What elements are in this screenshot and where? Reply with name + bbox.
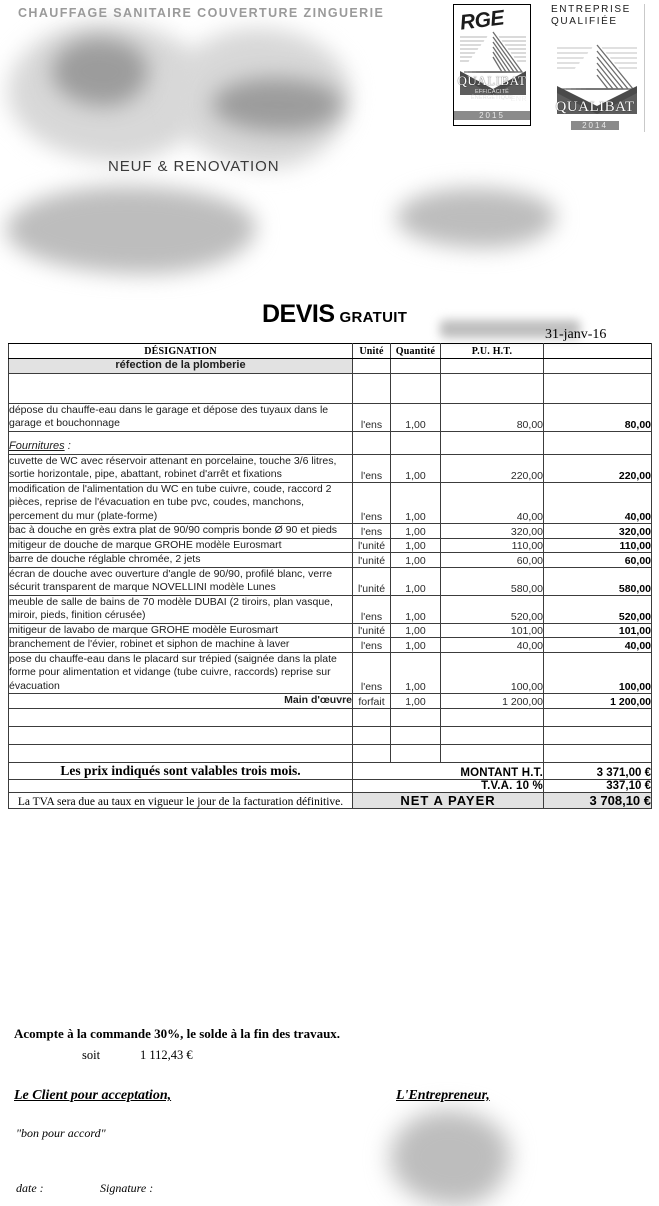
empty-cell <box>391 726 441 744</box>
row-quantity: 1,00 <box>391 538 441 553</box>
totals-row-tva <box>9 779 652 792</box>
labour-label: Main d'œuvre <box>9 694 353 709</box>
empty-cell <box>544 708 652 726</box>
row-unit: l'unité <box>353 538 391 553</box>
empty-cell <box>353 744 391 762</box>
table-row-spacer <box>9 744 652 762</box>
column-header-designation: DÉSIGNATION <box>9 344 353 359</box>
empty-cell <box>353 359 391 374</box>
company-tagline: CHAUFFAGE SANITAIRE COUVERTURE ZINGUERIE <box>18 6 385 20</box>
table-row-spacer <box>9 373 652 403</box>
totals-row-montant-ht <box>9 762 652 779</box>
bon-pour-accord-note: "bon pour accord" <box>16 1126 106 1140</box>
date-field-label: date : <box>16 1181 44 1195</box>
table-row <box>9 524 652 539</box>
row-unit: l'unité <box>353 553 391 568</box>
document-title <box>262 300 407 329</box>
table-row-spacer <box>9 708 652 726</box>
deposit-soit-label: soit <box>82 1048 101 1062</box>
row-quantity: 1,00 <box>391 524 441 539</box>
client-signature-heading: Le Client pour acceptation, <box>14 1088 172 1103</box>
contractor-signature-heading: L'Entrepreneur, <box>396 1088 490 1103</box>
signature-field-label: Signature : <box>100 1181 154 1195</box>
empty-cell <box>441 708 544 726</box>
row-unit: l'ens <box>353 652 391 694</box>
entreprise-qualifiee-badge-icon <box>549 4 645 132</box>
devis-title-sub: GRATUIT <box>339 309 408 326</box>
empty-cell <box>391 359 441 374</box>
tva-label: T.V.A. 10 % <box>353 779 544 792</box>
column-header-pu-ht: P.U. H.T. <box>441 344 544 359</box>
fournitures-colon: : <box>64 440 71 452</box>
document-header <box>0 0 659 300</box>
tva-note: La TVA sera due au taux en vigueur le jour de la facturation définitive. <box>9 792 353 808</box>
row-total: 520,00 <box>544 595 652 623</box>
row-unit-price: 520,00 <box>441 595 544 623</box>
enr-tag-label: ENR <box>510 96 527 103</box>
row-description: meuble de salle de bains de 70 modèle DUBAI (2 tiroirs, plan vasque, miroir, pieds, finition cérusée) <box>9 595 353 623</box>
row-unit-price: 40,00 <box>441 482 544 524</box>
row-description: barre de douche réglable chromée, 2 jets <box>9 553 353 568</box>
table-row <box>9 623 652 638</box>
row-total: 40,00 <box>544 638 652 653</box>
empty-cell <box>353 373 391 403</box>
empty-cell <box>353 708 391 726</box>
row-quantity: 1,00 <box>391 403 441 431</box>
row-total: 40,00 <box>544 482 652 524</box>
row-description: branchement de l'évier, robinet et siphon de machine à laver <box>9 638 353 653</box>
tva-value: 337,10 € <box>544 779 652 792</box>
net-a-payer-label: NET A PAYER <box>353 792 544 808</box>
row-unit-price: 100,00 <box>441 652 544 694</box>
table-row <box>9 538 652 553</box>
row-total: 80,00 <box>544 403 652 431</box>
certification-badges <box>453 4 645 132</box>
section-title-cell: réfection de la plomberie <box>9 359 353 374</box>
empty-cell <box>441 359 544 374</box>
row-unit: l'ens <box>353 524 391 539</box>
row-quantity: 1,00 <box>391 652 441 694</box>
table-row <box>9 403 652 431</box>
document-date: 31-janv-16 <box>545 327 607 342</box>
row-unit-price: 110,00 <box>441 538 544 553</box>
segment-label: NEUF & RENOVATION <box>108 158 280 175</box>
row-total: 220,00 <box>544 454 652 482</box>
row-quantity: 1,00 <box>391 454 441 482</box>
qualifiee-line1-label: ENTREPRISE <box>551 4 631 15</box>
rge-year-label: 2015 <box>454 111 530 120</box>
row-description: dépose du chauffe-eau dans le garage et dépose des tuyaux dans le garage et bouchonnage <box>9 403 353 431</box>
montant-ht-label: MONTANT H.T. <box>353 762 544 779</box>
table-section-row <box>9 359 652 374</box>
row-unit-price: 580,00 <box>441 567 544 595</box>
row-quantity: 1,00 <box>391 638 441 653</box>
devis-title-main: DEVIS <box>262 300 335 328</box>
empty-cell <box>9 708 353 726</box>
deposit-amount: 1 112,43 € <box>140 1048 193 1062</box>
table-row <box>9 553 652 568</box>
empty-cell <box>353 726 391 744</box>
row-quantity: 1,00 <box>391 595 441 623</box>
row-unit-price: 40,00 <box>441 638 544 653</box>
empty-cell <box>441 373 544 403</box>
deposit-terms: Acompte à la commande 30%, le solde à la fin des travaux. <box>14 1026 341 1041</box>
row-quantity: 1,00 <box>391 694 441 709</box>
fournitures-heading <box>9 431 353 454</box>
empty-cell <box>544 373 652 403</box>
rge-mark-label: RGE <box>458 6 506 35</box>
redacted-address-blob <box>6 186 256 274</box>
table-row <box>9 595 652 623</box>
table-subheading-row <box>9 431 652 454</box>
qualifiee-year-label: 2014 <box>571 121 619 130</box>
row-unit-price: 101,00 <box>441 623 544 638</box>
totals-row-net-a-payer <box>9 792 652 808</box>
row-total: 320,00 <box>544 524 652 539</box>
totals-spacer <box>9 779 353 792</box>
table-row <box>9 482 652 524</box>
row-quantity: 1,00 <box>391 482 441 524</box>
row-unit: forfait <box>353 694 391 709</box>
row-description: pose du chauffe-eau dans le placard sur trépied (saignée dans la plate forme pour alimentation et vidange (tube cuivre, raccords) reprise sur évacuation <box>9 652 353 694</box>
row-unit-price: 60,00 <box>441 553 544 568</box>
redacted-stamp-blob <box>390 1110 510 1206</box>
empty-cell <box>9 744 353 762</box>
row-total: 580,00 <box>544 567 652 595</box>
empty-cell <box>544 726 652 744</box>
table-row-labour <box>9 694 652 709</box>
row-total: 110,00 <box>544 538 652 553</box>
row-total: 100,00 <box>544 652 652 694</box>
redacted-contact-blob <box>396 188 556 248</box>
qualifiee-line2-label: QUALIFIÉE <box>551 16 618 27</box>
row-quantity: 1,00 <box>391 623 441 638</box>
rge-subtitle-label: EFFICACITÉ ÉNERGÉTIQUE <box>470 89 514 101</box>
row-unit: l'unité <box>353 623 391 638</box>
row-unit-price: 220,00 <box>441 454 544 482</box>
row-unit-price: 320,00 <box>441 524 544 539</box>
empty-cell <box>353 431 391 454</box>
row-description: mitigeur de lavabo de marque GROHE modèle Eurosmart <box>9 623 353 638</box>
row-description: cuvette de WC avec réservoir attenant en porcelaine, touche 3/6 litres, sortie horizontale, pipe, abattant, robinet d'arrêt et fixations <box>9 454 353 482</box>
row-unit: l'ens <box>353 403 391 431</box>
column-header-quantite: Quantité <box>391 344 441 359</box>
row-description: écran de douche avec ouverture d'angle de 90/90, profilé blanc, verre sécurit transparent de marque NOVELLINI modèle Lunes <box>9 567 353 595</box>
quote-table <box>8 343 652 809</box>
empty-cell <box>9 726 353 744</box>
qualibat-brand-label: QUALIBAT <box>555 99 635 115</box>
row-unit-price: 80,00 <box>441 403 544 431</box>
table-header-row <box>9 344 652 359</box>
row-description: mitigeur de douche de marque GROHE modèle Eurosmart <box>9 538 353 553</box>
row-description: modification de l'alimentation du WC en tube cuivre, coude, raccord 2 pièces, reprise de l'évacuation en tube pvc, coudes, manchons, percement du mur (plate-forme) <box>9 482 353 524</box>
redacted-logo-blob <box>52 38 148 106</box>
table-row <box>9 638 652 653</box>
empty-cell <box>544 359 652 374</box>
row-unit-price: 1 200,00 <box>441 694 544 709</box>
row-unit: l'ens <box>353 595 391 623</box>
row-unit: l'ens <box>353 454 391 482</box>
row-quantity: 1,00 <box>391 553 441 568</box>
row-total: 101,00 <box>544 623 652 638</box>
table-row <box>9 454 652 482</box>
table-row <box>9 652 652 694</box>
table-row <box>9 567 652 595</box>
row-unit: l'ens <box>353 482 391 524</box>
rge-qualibat-badge-icon <box>453 4 531 126</box>
empty-cell <box>441 726 544 744</box>
table-row-spacer <box>9 726 652 744</box>
row-description: bac à douche en grès extra plat de 90/90 compris bonde Ø 90 et pieds <box>9 524 353 539</box>
column-header-unite: Unité <box>353 344 391 359</box>
empty-cell <box>441 744 544 762</box>
empty-cell <box>391 373 441 403</box>
empty-cell <box>391 744 441 762</box>
row-total: 60,00 <box>544 553 652 568</box>
validity-note: Les prix indiqués sont valables trois mois. <box>9 762 353 779</box>
montant-ht-value: 3 371,00 € <box>544 762 652 779</box>
column-header-total <box>544 344 652 359</box>
row-total: 1 200,00 <box>544 694 652 709</box>
qualibat-brand-label: QUALIBAT <box>457 73 527 88</box>
row-unit: l'ens <box>353 638 391 653</box>
row-unit: l'unité <box>353 567 391 595</box>
row-quantity: 1,00 <box>391 567 441 595</box>
net-a-payer-value: 3 708,10 € <box>544 792 652 808</box>
fournitures-label: Fournitures <box>9 440 65 452</box>
empty-cell <box>391 431 441 454</box>
empty-cell <box>391 708 441 726</box>
empty-cell <box>441 431 544 454</box>
empty-cell <box>544 744 652 762</box>
empty-cell <box>544 431 652 454</box>
empty-cell <box>9 373 353 403</box>
